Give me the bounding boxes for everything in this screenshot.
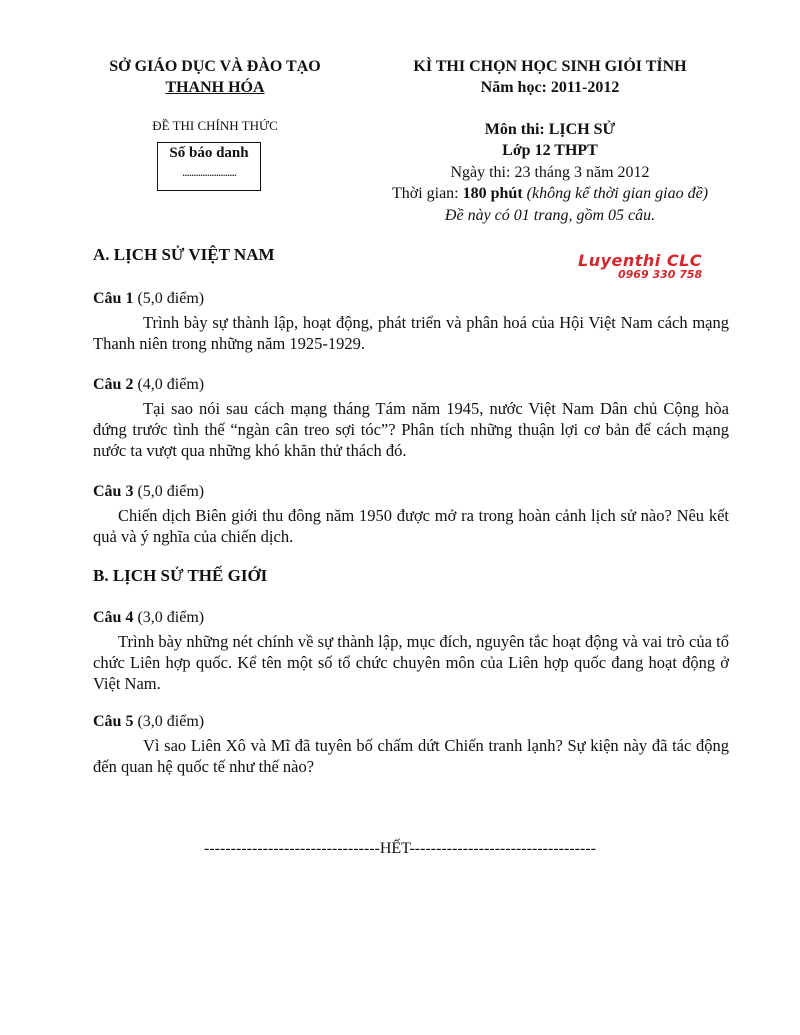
question-3-points: (5,0 điểm) — [133, 483, 205, 500]
question-4-text: Trình bày những nét chính về sự thành lập, mục đích, nguyên tắc hoạt động và vai trò của tổ chức Liên hợp quốc. Kể tên một số tổ chức chuyên môn của Liên hợp quốc đang hoạt động ở Việt Nam. — [93, 632, 729, 693]
question-5-text: Vì sao Liên Xô và Mĩ đã tuyên bố chấm dứt Chiến tranh lạnh? Sự kiện này đã tác động đến quan hệ quốc tế như thế nào? — [93, 736, 729, 776]
exam-date: Ngày thi: 23 tháng 3 năm 2012 — [450, 164, 650, 181]
page-note: Đề này có 01 trang, gồm 05 câu. — [444, 207, 656, 224]
exam-grade: Lớp 12 THPT — [502, 142, 598, 159]
question-2-points: (4,0 điểm) — [133, 376, 205, 393]
candidate-number-box — [157, 142, 261, 191]
question-3-label: Câu 3 — [93, 483, 134, 500]
exam-title: KÌ THI CHỌN HỌC SINH GIỎI TỈNH — [413, 58, 687, 75]
question-4-points: (3,0 điểm) — [133, 609, 205, 626]
question-4-label: Câu 4 — [93, 609, 134, 626]
exam-subject: Môn thi: LỊCH SỬ — [484, 121, 616, 138]
section-b-title: B. LỊCH SỬ THẾ GIỚI — [93, 566, 268, 585]
question-4-heading — [93, 609, 204, 627]
duration-prefix: Thời gian: — [391, 185, 463, 202]
section-a-title: A. LỊCH SỬ VIỆT NAM — [93, 245, 275, 264]
logo-brand: Luyenthi CLC — [578, 251, 703, 270]
question-2-label: Câu 2 — [93, 376, 134, 393]
exam-duration — [360, 185, 740, 203]
province-name: THANH HÓA — [165, 79, 265, 96]
question-1-points: (5,0 điểm) — [133, 290, 205, 307]
candidate-number-blank: ........................ — [182, 164, 236, 179]
question-2-heading — [93, 376, 204, 394]
duration-value: 180 phút — [462, 185, 523, 202]
logo-phone: 0969 330 758 — [618, 268, 703, 281]
question-1-text: Trình bày sự thành lập, hoạt động, phát triển và phân hoá của Hội Việt Nam cách mạng Thanh niên trong những năm 1925-1929. — [93, 313, 729, 353]
question-2-text: Tại sao nói sau cách mạng tháng Tám năm 1945, nước Việt Nam Dân chủ Cộng hòa đứng trước tình thế “ngàn cân treo sợi tóc”? Phân tích những thuận lợi cơ bản để cách mạng nước ta vượt qua những khó khăn thử thách đó. — [93, 399, 729, 460]
question-1-label: Câu 1 — [93, 290, 134, 307]
question-3-text: Chiến dịch Biên giới thu đông năm 1950 được mở ra trong hoàn cảnh lịch sử nào? Nêu kết quả và ý nghĩa của chiến dịch. — [93, 506, 729, 546]
question-5-points: (3,0 điểm) — [133, 713, 205, 730]
official-exam-label: ĐỀ THI CHÍNH THỨC — [152, 118, 278, 133]
school-year: Năm học: 2011-2012 — [480, 79, 620, 96]
duration-note: (không kể thời gian giao đề) — [526, 185, 709, 202]
candidate-number-label: Số báo danh — [169, 145, 249, 161]
question-5-label: Câu 5 — [93, 713, 134, 730]
luyenthi-logo — [578, 253, 738, 285]
end-marker: ---------------------------------HẾT----------------------------------- — [204, 840, 596, 857]
question-1-heading — [93, 290, 204, 308]
department-name: SỞ GIÁO DỤC VÀ ĐÀO TẠO — [109, 58, 321, 75]
question-3-heading — [93, 483, 204, 501]
question-5-heading — [93, 713, 204, 731]
